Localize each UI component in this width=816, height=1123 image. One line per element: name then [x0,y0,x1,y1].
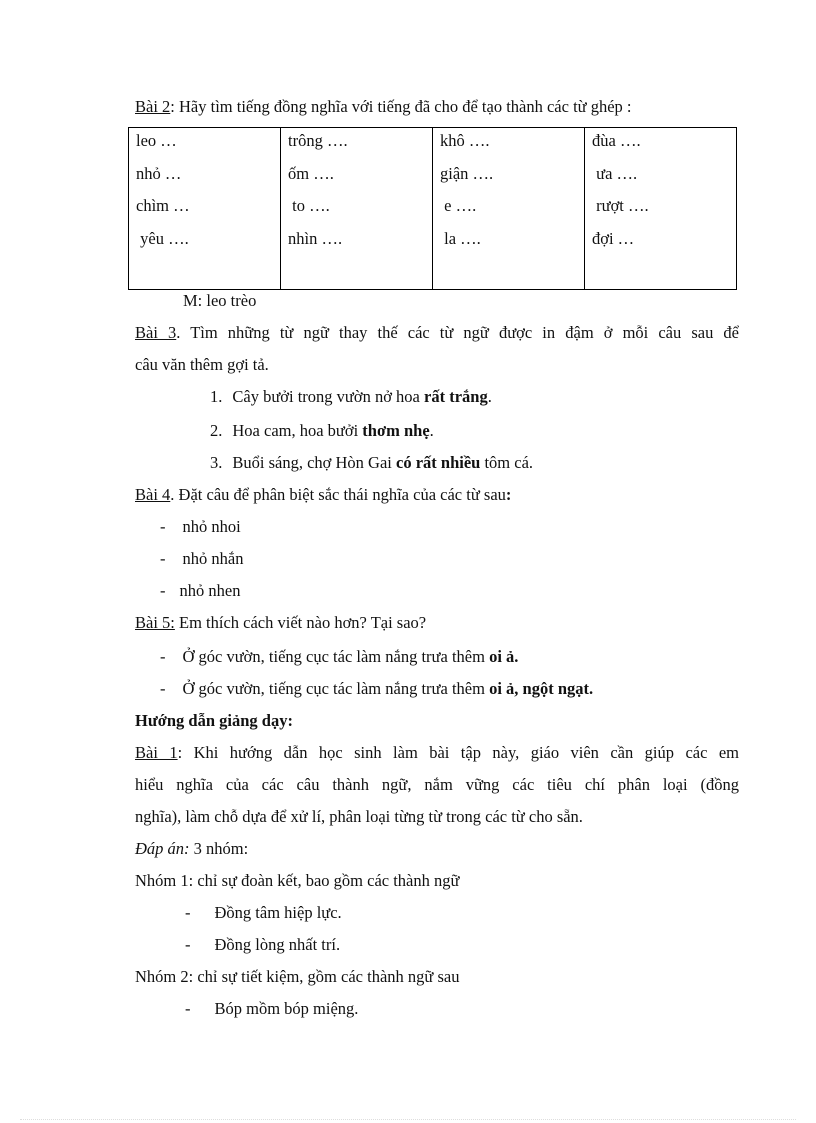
bai2-text: : Hãy tìm tiếng đồng nghĩa với tiếng đã cho để tạo thành các từ ghép : [170,97,632,116]
word-cell: trông …. [288,131,348,150]
bai5-item [160,678,593,700]
group1-item [185,902,342,924]
word-cell: yêu …. [136,228,189,248]
bai4-heading [135,484,511,506]
word-column [585,128,737,290]
word-cell: nhỏ … [136,163,182,183]
item-end: tôm cá. [480,453,534,472]
word-cell: rượt …. [592,196,649,215]
guide-bai1-line3: nghĩa), làm chỗ dựa để xử lí, phân loại từng từ trong các từ cho sẵn. [135,807,583,826]
dash: - [160,581,166,600]
answer-line [135,838,248,860]
group1-heading: Nhóm 1: chỉ sự đoàn kết, bao gồm các thành ngữ [135,871,460,890]
word-cell: nhìn …. [288,228,343,248]
bai2-example: M: leo trèo [183,291,257,310]
item-bold: oi ả. [489,647,519,666]
item-text: Bóp mồm bóp miệng. [214,999,359,1018]
word-cell: ưa …. [592,163,638,183]
bai3-line1 [135,322,739,344]
dash: - [160,517,166,536]
word-cell: chìm … [136,196,190,215]
word-column [129,128,281,290]
item-text: Hoa cam, hoa bưởi [232,421,363,440]
item-text: Buổi sáng, chợ Hòn Gai [232,453,396,472]
item-number: 2. [210,421,223,440]
bai3-item [210,420,434,442]
item-bold: thơm nhẹ [362,421,430,440]
item-text: Đồng lòng nhất trí. [214,935,341,954]
word-cell: to …. [288,196,330,215]
bai4-item [160,516,241,538]
bai4-item [160,580,240,602]
item-text: nhỏ nhoi [182,517,241,536]
dash: - [160,549,166,568]
guide-heading: Hướng dẫn giảng dạy: [135,711,293,730]
bai2-heading [135,96,632,118]
guide-bai1-line1 [135,742,739,764]
bai3-item [210,386,492,408]
guide-bai1-text: : Khi hướng dẫn học sinh làm bài tập này, giáo viên cần giúp các em [177,743,739,762]
word-cell: e …. [440,196,477,215]
word-cell: đợi … [592,228,635,248]
word-column [281,128,433,290]
word-cell: đùa …. [592,131,641,150]
word-cell: leo … [136,131,177,150]
item-bold: có rất nhiều [396,453,481,472]
word-cell: giận …. [440,163,494,183]
bai4-label: Bài 4 [135,485,171,504]
bai3-text: . Tìm những từ ngữ thay thế các từ ngữ được in đậm ở mỗi câu sau để [176,323,739,342]
word-cell: la …. [440,228,481,248]
group1-item [185,934,340,956]
dash: - [185,999,191,1018]
bai5-text: Em thích cách viết nào hơn? Tại sao? [174,613,427,632]
item-bold: oi ả, ngột ngạt. [489,679,594,698]
guide-bai1-line2: hiểu nghĩa của các câu thành ngữ, nắm vững các tiêu chí phân loại (đồng [135,775,739,794]
bai4-text: . Đặt câu để phân biệt sắc thái nghĩa của các từ sau [170,485,506,504]
bai5-item [160,646,518,668]
page-bottom-divider [20,1119,796,1120]
dash: - [160,679,166,698]
bai3-label: Bài 3 [135,323,177,342]
item-number: 3. [210,453,223,472]
dash: - [185,935,191,954]
word-cell: khô …. [440,131,490,150]
answer-label: Đáp án: [135,839,190,858]
word-table [128,127,737,290]
bai3-item [210,452,533,474]
word-cell: ốm …. [288,163,334,183]
answer-text: 3 nhóm: [189,839,249,858]
item-text: Cây bưởi trong vườn nở hoa [232,387,425,406]
guide-bai1-label: Bài 1 [135,743,178,762]
bai3-line2: câu văn thêm gợi tả. [135,355,269,374]
bai5-heading [135,612,426,634]
item-number: 1. [210,387,223,406]
bai2-label: Bài 2 [135,97,171,116]
item-text: nhỏ nhắn [182,549,244,568]
dash: - [160,647,166,666]
word-column [433,128,585,290]
item-text: nhỏ nhen [179,581,241,600]
group2-item [185,998,358,1020]
item-text: Ở góc vườn, tiếng cục tác làm nắng trưa thêm [182,679,490,698]
item-end: . [487,387,492,406]
bai4-colon: : [505,485,512,504]
group2-heading: Nhóm 2: chỉ sự tiết kiệm, gồm các thành ngữ sau [135,967,460,986]
item-bold: rất trắng [424,387,488,406]
dash: - [185,903,191,922]
item-text: Đồng tâm hiệp lực. [214,903,342,922]
item-text: Ở góc vườn, tiếng cục tác làm nắng trưa thêm [182,647,490,666]
bai4-item [160,548,243,570]
item-end: . [429,421,434,440]
bai5-label: Bài 5: [135,613,175,632]
